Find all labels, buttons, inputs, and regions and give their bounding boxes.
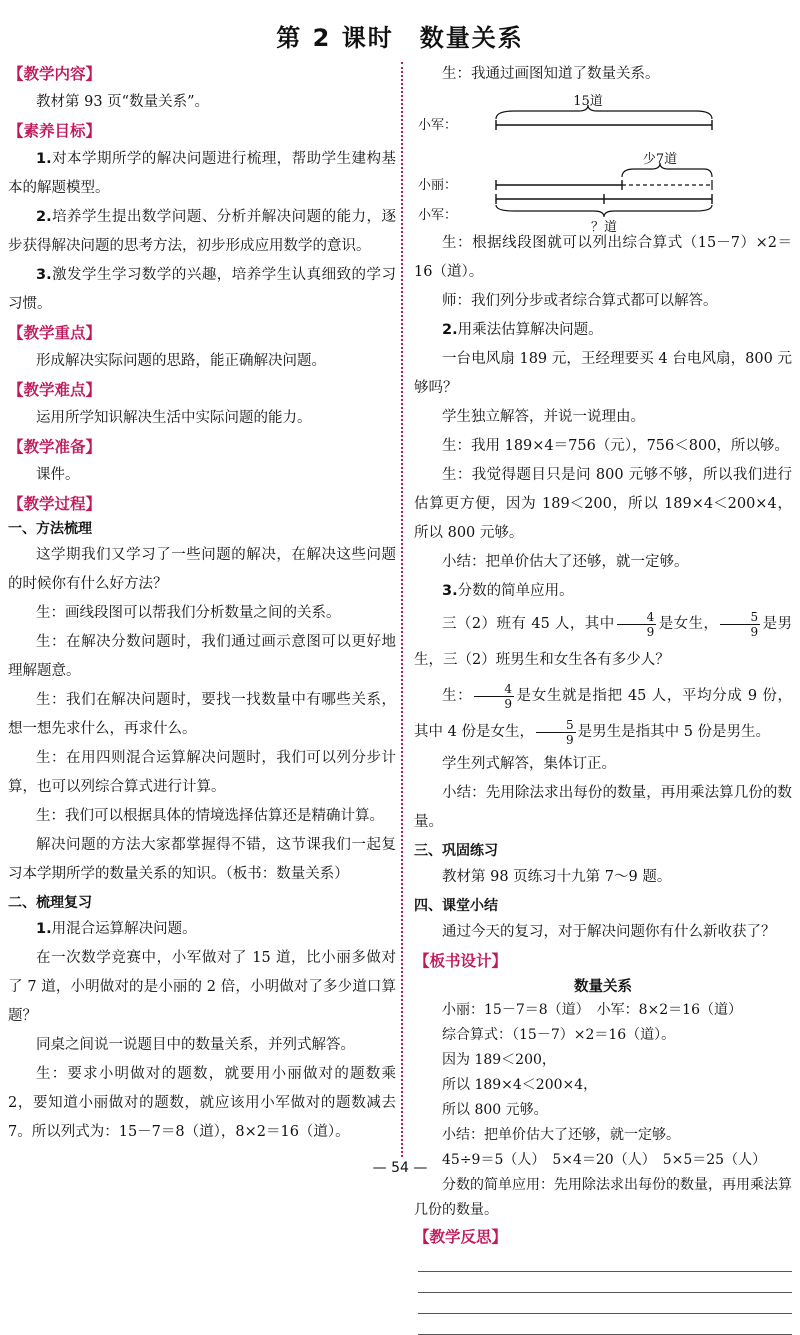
goal-3	[8, 261, 396, 319]
paragraph: 生：我通过画图知道了数量关系。	[442, 66, 660, 82]
column-divider	[401, 62, 403, 1157]
fraction-problem-c: 是男生，三（2）班男生和女生各有多少人？	[414, 616, 792, 668]
reflection-line[interactable]	[418, 1251, 792, 1272]
paragraph: 教材第 98 页练习十九第 7～9 题。	[442, 869, 672, 885]
brace-bottom	[496, 205, 712, 217]
paragraph: 生：要求小明做对的题数，就要用小丽做对的题数乘 2，要知道小丽做对的题数，就应该用小军做对的题数减去 7。所以列式为：15－7＝8（道），8×2＝16（道）。	[8, 1066, 396, 1140]
paragraph: 生：我们在解决问题时，要找一找数量中有哪些关系，想一想先求什么，再求什么。	[8, 692, 396, 737]
fraction-4-9	[617, 610, 657, 639]
fraction-answer	[414, 678, 792, 750]
goal-2-number: 2.	[36, 209, 52, 225]
paragraph: 生：在用四则混合运算解决问题时，我们可以列分步计算，也可以列综合算式进行计算。	[8, 750, 396, 795]
section-heading-prep: 【教学准备】	[8, 438, 102, 456]
step-1-number: 1.	[36, 921, 52, 937]
step-1-text: 用混合运算解决问题。	[51, 921, 197, 937]
paragraph: 学生独立解答，并说一说理由。	[442, 409, 645, 425]
difficulty-text: 运用所学知识解决生活中实际问题的能力。	[36, 410, 312, 426]
fraction-denominator: 9	[565, 732, 574, 747]
section-heading-reflection: 【教学反思】	[414, 1228, 508, 1246]
page-title: 第 2 课时 数量关系	[276, 24, 524, 52]
board-line: 因为 189＜200，	[442, 1052, 556, 1068]
fraction-answer-b: 是女生就是指把 45 人，平均分成 9 份，其中 4 份是女生，	[414, 688, 792, 740]
subheading-practice: 三、巩固练习	[414, 843, 498, 859]
fraction-answer-c: 是男生是指其中 5 份是男生。	[577, 724, 771, 740]
brace-top	[496, 105, 712, 119]
page-number-value: 54	[391, 1160, 409, 1176]
label-xiaojun-1: 小军：	[418, 118, 458, 133]
paragraph: 通过今天的复习，对于解决问题你有什么新收获了？	[442, 924, 776, 940]
board-title: 数量关系	[574, 979, 632, 995]
goal-2-text: 培养学生提出数学问题、分析并解决问题的能力，逐步获得解决问题的思考方法，初步形成应用数学的意识。	[8, 209, 396, 254]
goal-2	[8, 203, 396, 261]
paragraph: 同桌之间说一说题目中的数量关系，并列式解答。	[36, 1037, 355, 1053]
paragraph: 生：我们可以根据具体的情境选择估算还是精确计算。	[36, 808, 384, 824]
reflection-lines	[414, 1251, 792, 1335]
step-2-number: 2.	[442, 322, 458, 338]
step-3-number: 3.	[442, 583, 458, 599]
key-text: 形成解决实际问题的思路，能正确解决问题。	[36, 353, 326, 369]
step-3-text: 分数的简单应用。	[457, 583, 574, 599]
paragraph: 小结：把单价估大了还够，就一定够。	[442, 554, 689, 570]
section-heading-difficulty: 【教学难点】	[8, 381, 102, 399]
step-2-text: 用乘法估算解决问题。	[457, 322, 603, 338]
paragraph: 一台电风扇 189 元，王经理要买 4 台电风扇，800 元够吗？	[414, 351, 792, 396]
board-line: 分数的简单应用：先用除法求出每份的数量，再用乘法算几份的数量。	[414, 1177, 792, 1218]
label-xiaoli: 小丽：	[418, 178, 458, 193]
reflection-line[interactable]	[418, 1293, 792, 1314]
content-text: 教材第 93 页“数量关系”。	[36, 94, 209, 110]
section-heading-key: 【教学重点】	[8, 324, 102, 342]
step-3	[414, 577, 792, 606]
paragraph: 生：在解决分数问题时，我们通过画示意图可以更好地理解题意。	[8, 634, 396, 679]
fraction-numerator: 4	[617, 610, 657, 625]
board-line: 45÷9＝5（人） 5×4＝20（人） 5×5＝25（人）	[442, 1152, 767, 1168]
paragraph: 学生列式解答，集体订正。	[442, 756, 616, 772]
step-1	[8, 915, 396, 944]
section-heading-goals: 【素养目标】	[8, 122, 102, 140]
segment-diagram-svg-bottom	[414, 197, 792, 237]
reflection-line[interactable]	[418, 1272, 792, 1293]
label-15: 15道	[573, 94, 603, 109]
label-question: ？道	[590, 220, 618, 235]
section-heading-process: 【教学过程】	[8, 495, 102, 513]
subheading-summary: 四、课堂小结	[414, 898, 498, 914]
fraction-5-9	[536, 718, 576, 747]
goal-1-text: 对本学期所学的解决问题进行梳理，帮助学生建构基本的解题模型。	[8, 151, 396, 196]
goal-3-text: 激发学生学习数学的兴趣，培养学生认真细致的学习习惯。	[8, 267, 396, 312]
fraction-problem-a: 三（2）班有 45 人，其中	[442, 616, 615, 632]
fraction-numerator: 5	[536, 718, 576, 733]
fraction-denominator: 9	[504, 696, 512, 711]
paragraph: 生：根据线段图就可以列出综合算式（15－7）×2＝16（道）。	[414, 235, 792, 280]
page-number: — 54 —	[372, 1160, 428, 1176]
paragraph: 师：我们列分步或者综合算式都可以解答。	[442, 293, 718, 309]
board-line: 综合算式：（15－7）×2＝16（道）。	[442, 1027, 676, 1043]
goal-3-number: 3.	[36, 267, 52, 283]
goal-1	[8, 145, 396, 203]
section-heading-content: 【教学内容】	[8, 65, 102, 83]
paragraph: 小结：先用除法求出每份的数量，再用乘法算几份的数量。	[414, 785, 792, 830]
fraction-denominator: 9	[646, 624, 655, 639]
fraction-denominator: 9	[750, 624, 759, 639]
step-2	[414, 316, 792, 345]
fraction-problem-b: 是女生，	[658, 616, 719, 632]
section-heading-board: 【板书设计】	[414, 952, 508, 970]
prep-text: 课件。	[36, 467, 80, 483]
fraction-problem	[414, 606, 792, 678]
board-line: 所以 800 元够。	[442, 1102, 548, 1118]
left-column	[8, 60, 396, 1147]
reflection-line[interactable]	[418, 1314, 792, 1335]
board-line: 小丽：15－7＝8（道） 小军：8×2＝16（道）	[442, 1002, 742, 1018]
fraction-5-9	[720, 610, 760, 639]
line-segment-diagram	[414, 93, 792, 235]
label-diff-7: 少7道	[642, 152, 678, 167]
goal-1-number: 1.	[36, 151, 52, 167]
label-xiaojun-2: 小军：	[418, 208, 458, 223]
right-column	[414, 60, 792, 1335]
paragraph: 生：我觉得题目只是问 800 元够不够，所以我们进行估算更方便，因为 189＜200，所以 189×4＜200×4，所以 800 元够。	[414, 467, 792, 541]
subheading-method: 一、方法梳理	[8, 521, 92, 537]
subheading-review: 二、梳理复习	[8, 895, 92, 911]
board-line: 小结：把单价估大了还够，就一定够。	[442, 1127, 680, 1143]
paragraph: 在一次数学竞赛中，小军做对了 15 道，比小丽多做对了 7 道，小明做对的是小丽的 2 倍，小明做对了多少道口算题？	[8, 950, 396, 1024]
fraction-numerator: 5	[720, 610, 760, 625]
board-line: 所以 189×4＜200×4，	[442, 1077, 598, 1093]
paragraph: 生：我用 189×4＝756（元），756＜800，所以够。	[442, 438, 789, 454]
fraction-answer-a: 生：	[442, 688, 473, 704]
paragraph: 解决问题的方法大家都掌握得不错，这节课我们一起复习本学期所学的数量关系的知识。（板书：数量关系）	[8, 837, 396, 882]
paragraph: 这学期我们又学习了一些问题的解决，在解决这些问题的时候你有什么好方法？	[8, 547, 396, 592]
board-design	[414, 975, 792, 1223]
fraction-4-9	[474, 682, 514, 711]
paragraph: 生：画线段图可以帮我们分析数量之间的关系。	[36, 605, 341, 621]
fraction-numerator: 4	[474, 682, 514, 697]
